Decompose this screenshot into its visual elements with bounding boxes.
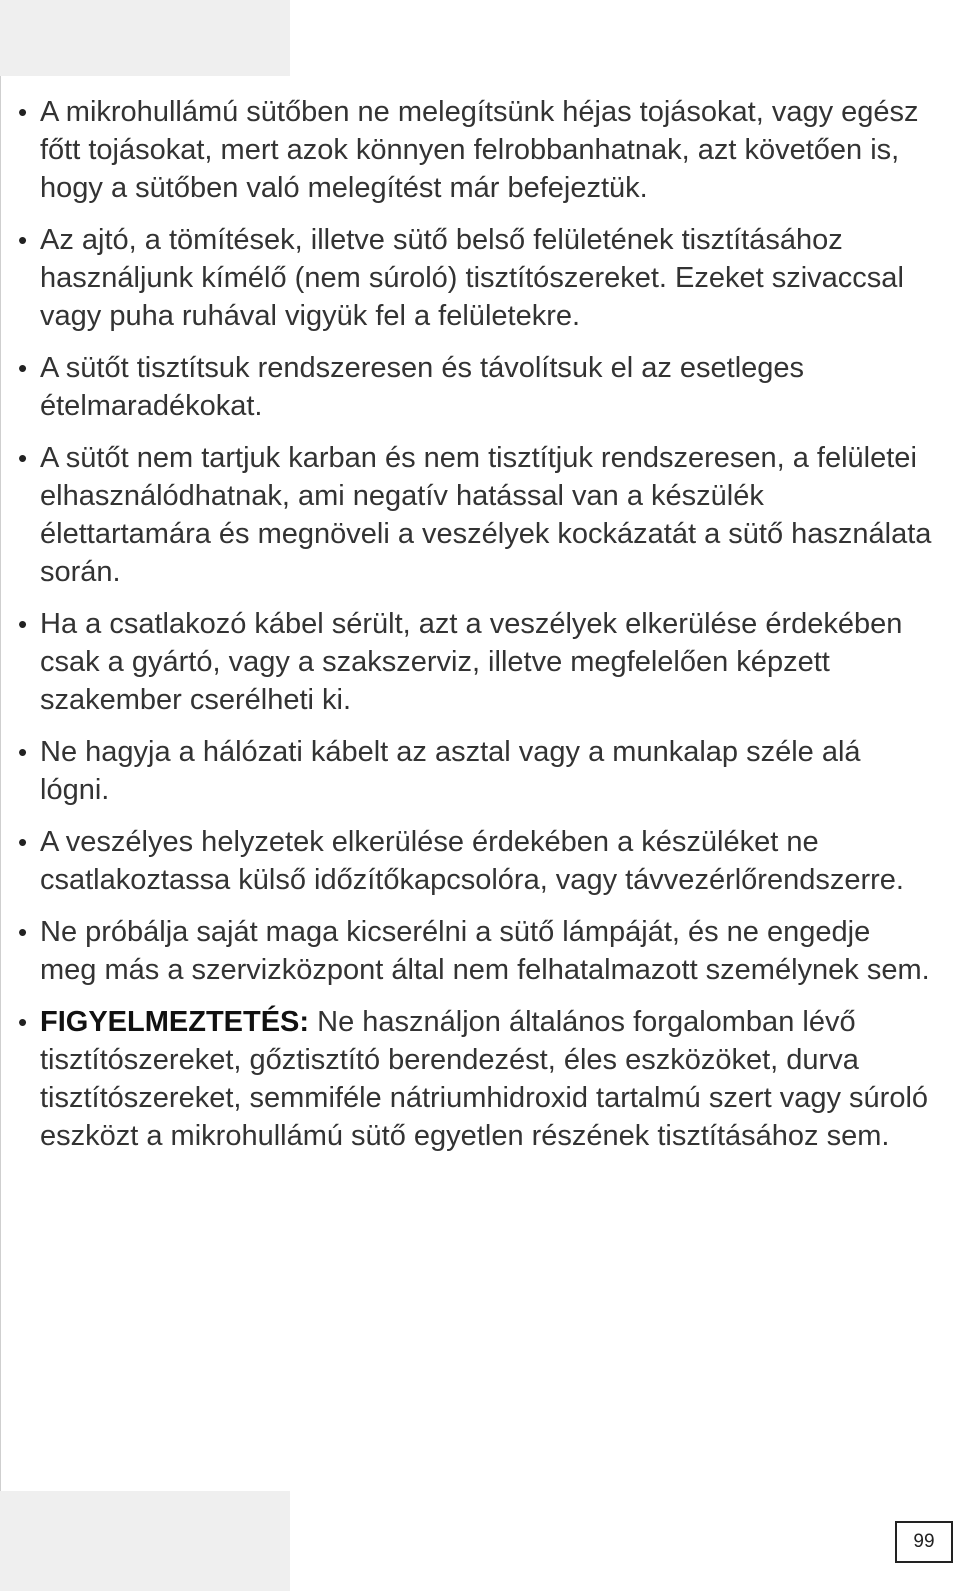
list-item: • A mikrohullámú sütőben ne melegítsünk héjas tojásokat, vagy egész főtt tojásokat, mert azok könnyen felrobbanhatnak, azt követően is, hogy a sütőben való melegítést már befejeztük. — [18, 93, 933, 207]
warning-text: Ne használjon általános forgalomban lévő tisztítószereket, gőztisztító berendezést, éles eszközöket, durva tisztítószereket, semmiféle nátriumhidroxid tartalmú szert vagy súroló eszközt a mikrohullámú sütő egyetlen részének tisztításához sem. — [40, 1006, 929, 1152]
list-item: • Ne próbálja saját maga kicserélni a sütő lámpáját, és ne engedje meg más a szervizközpont által nem felhatalmazott személynek sem. — [18, 913, 933, 989]
page-content — [18, 93, 933, 1169]
list-item: • Ha a csatlakozó kábel sérült, azt a veszélyek elkerülése érdekében csak a gyártó, vagy a szakszerviz, illetve megfelelően képzett szakember cserélheti ki. — [18, 605, 933, 719]
list-item: • A sütőt nem tartjuk karban és nem tisztítjuk rendszeresen, a felületei elhasználódhatnak, ami negatív hatással van a készülék élettartamára és megnöveli a veszélyek kockázatát a sütő használata során. — [18, 439, 933, 591]
bottom-corner-block — [0, 1491, 290, 1591]
list-item: • A veszélyes helyzetek elkerülése érdekében a készüléket ne csatlakoztassa külső időzítőkapcsolóra, vagy távvezérlőrendszerre. — [18, 823, 933, 899]
warning-item — [18, 1003, 933, 1155]
page-number: 99 — [895, 1521, 953, 1563]
list-item: • A sütőt tisztítsuk rendszeresen és távolítsuk el az esetleges ételmaradékokat. — [18, 349, 933, 425]
list-item: • Ne hagyja a hálózati kábelt az asztal vagy a munkalap széle alá lógni. — [18, 733, 933, 809]
warning-label: FIGYELMEZTETÉS: — [40, 1006, 310, 1038]
safety-instructions-list — [18, 93, 933, 1155]
left-margin-rule — [0, 76, 1, 1491]
top-corner-block — [0, 0, 290, 76]
list-item: • Az ajtó, a tömítések, illetve sütő belső felületének tisztításához használjunk kímélő (nem súroló) tisztítószereket. Ezeket szivaccsal vagy puha ruhával vigyük fel a felületekre. — [18, 221, 933, 335]
